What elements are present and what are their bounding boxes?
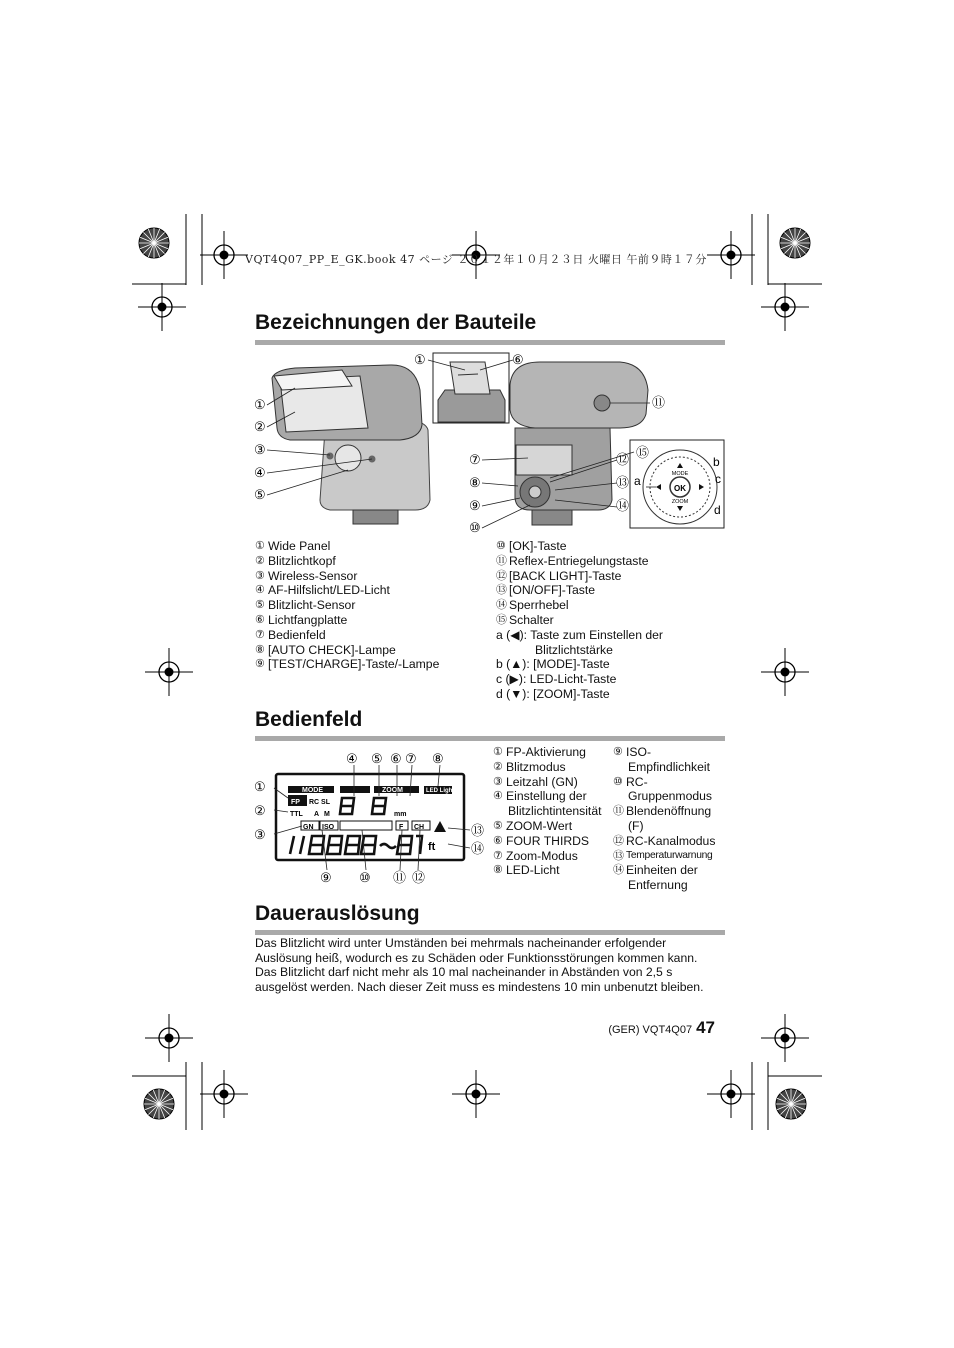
flash-front-view [272, 365, 430, 524]
dial-ok-label: OK [674, 484, 686, 493]
registration-star-icon [776, 1089, 806, 1119]
lcd-ft-label: ft [428, 841, 436, 853]
registration-star-icon [139, 228, 169, 258]
registration-cross-icon [145, 1014, 193, 1062]
list-item: ⑦ Bedienfeld [255, 627, 326, 642]
doc-code: (GER) VQT4Q07 [608, 1024, 693, 1036]
lcd-ttl-label: TTL [290, 811, 303, 818]
page-footer [608, 1018, 715, 1038]
lcd-f-label: F [399, 824, 404, 831]
list-item: ⑤ ZOOM-Wert [493, 818, 573, 833]
list-item: Entfernung [628, 878, 688, 893]
registration-cross-icon [200, 231, 248, 279]
list-item: ② Blitzlichtkopf [255, 553, 336, 568]
print-header-line: VQT4Q07_PP_E_GK.book 47 ページ ２０１２年１０月２３日 火曜日 午前９時１７分 [245, 253, 707, 266]
list-item: ⑪ Reflex-Entriegelungstaste [496, 553, 649, 568]
registration-star-icon [780, 228, 810, 258]
section-title-parts: Bezeichnungen der Bauteile [255, 311, 537, 334]
registration-star-icon [144, 1089, 174, 1119]
lcd-iso-label: ISO [322, 824, 335, 831]
registration-cross-icon [200, 1070, 248, 1118]
lcd-rcsl-label: RC SL [309, 799, 330, 806]
callout-2: ② [254, 419, 266, 434]
list-item: ⑬ [ON/OFF]-Taste [496, 583, 595, 598]
lcd-callout-11: ⑪ [393, 870, 407, 885]
callout-8: ⑧ [469, 475, 481, 490]
panel-list-col2 [613, 745, 715, 893]
list-item: Blitzlichtintensität [508, 804, 602, 819]
list-item: ① Wide Panel [255, 539, 331, 553]
list-item: ⑬ Temperaturwarnung [613, 849, 713, 862]
flash-unit-illustration [250, 350, 730, 540]
parts-list-left [255, 539, 439, 672]
registration-cross-icon [138, 283, 186, 331]
dial-label-d: d [714, 503, 721, 517]
callout-4: ④ [254, 465, 266, 480]
callout-5: ⑤ [254, 487, 266, 502]
list-item: b (▲): [MODE]-Taste [496, 657, 610, 672]
page-number: 47 [696, 1018, 715, 1037]
paragraph-line: Das Blitzlicht darf nicht mehr als 10 mal nacheinander in Abständen von 2,5 s [255, 965, 673, 980]
callout-1: ① [254, 397, 266, 412]
registration-cross-icon [761, 648, 809, 696]
lcd-mode-label: MODE [302, 787, 323, 794]
lcd-ch-label: CH [414, 824, 425, 831]
section-rule [255, 736, 725, 741]
lcd-callout-4: ④ [346, 751, 358, 766]
lcd-fp-label: FP [291, 799, 300, 806]
list-item: ② Blitzmodus [493, 759, 566, 774]
dial-label-b: b [713, 455, 720, 469]
list-item: d (▼): [ZOOM]-Taste [496, 686, 610, 701]
lcd-callout-12: ⑫ [412, 870, 426, 885]
list-item: ⑭ Einheiten der [613, 863, 698, 878]
lcd-callout-14: ⑭ [471, 841, 485, 856]
section-rule [255, 930, 725, 935]
list-item: ③ Wireless-Sensor [255, 568, 358, 583]
list-item: ⑫ [BACK LIGHT]-Taste [496, 568, 622, 583]
registration-cross-icon [707, 231, 755, 279]
list-item: ④ AF-Hilfslicht/LED-Licht [255, 583, 390, 598]
wide-panel-detail-inset [433, 353, 509, 423]
parts-list-right [496, 539, 663, 702]
dial-label-a: a [634, 474, 641, 488]
lcd-panel-illustration [252, 748, 488, 888]
paragraph-line: ausgelöst werden. Nach dieser Zeit muss es mindestens 10 min unbenutzt bleiben. [255, 980, 704, 995]
list-item: ⑤ Blitzlicht-Sensor [255, 598, 356, 613]
registration-cross-icon [452, 1070, 500, 1118]
lcd-callout-9: ⑨ [320, 870, 332, 885]
section-title-panel: Bedienfeld [255, 708, 363, 731]
list-item: ⑪ Blendenöffnung [613, 804, 712, 819]
list-item: ⑫ RC-Kanalmodus [613, 833, 716, 848]
callout-3: ③ [254, 442, 266, 457]
list-item: Gruppenmodus [628, 789, 713, 804]
callout-6: ⑥ [512, 352, 524, 367]
burst-paragraph [255, 936, 727, 995]
lcd-callout-13: ⑬ [471, 823, 485, 838]
panel-list-col1 [493, 745, 601, 878]
list-item: c (▶): LED-Licht-Taste [496, 672, 617, 687]
lcd-m-label: M [324, 811, 330, 818]
list-item: ③ Leitzahl (GN) [493, 774, 578, 789]
registration-cross-icon [761, 283, 809, 331]
lcd-callout-8: ⑧ [432, 751, 444, 766]
callout-10: ⑩ [469, 520, 481, 535]
callout-15: ⑮ [636, 445, 650, 460]
lcd-callout-7: ⑦ [405, 751, 417, 766]
dial-mode-label: MODE [671, 471, 689, 477]
registration-cross-icon [707, 1070, 755, 1118]
callout-12: ⑫ [616, 452, 630, 467]
section-title-burst: Dauerauslösung [255, 902, 420, 925]
list-item: ⑧ [AUTO CHECK]-Lampe [255, 642, 396, 657]
callout-9: ⑨ [469, 498, 481, 513]
callout-13: ⑬ [616, 475, 630, 490]
callout-1-inset: ① [414, 352, 426, 367]
lcd-a-label: A [314, 811, 320, 818]
dial-zoom-label: ZOOM [671, 499, 689, 505]
list-item: Blitzlichtstärke [535, 642, 613, 657]
list-item: ⑥ Lichtfangplatte [255, 612, 348, 627]
lcd-callout-6: ⑥ [390, 751, 402, 766]
lcd-callout-2: ② [254, 803, 266, 818]
lcd-mm-label: mm [394, 811, 407, 818]
callout-11: ⑪ [652, 395, 666, 410]
registration-cross-icon [761, 1014, 809, 1062]
list-item: ⑧ LED-Licht [493, 863, 560, 878]
lcd-gn-label: GN [303, 824, 314, 831]
list-item: ⑦ Zoom-Modus [493, 848, 578, 863]
lcd-callout-5: ⑤ [371, 751, 383, 766]
list-item: ⑨ [TEST/CHARGE]-Taste/-Lampe [255, 657, 440, 672]
lcd-zoom-label: ZOOM [382, 787, 403, 794]
lcd-callout-1: ① [254, 779, 266, 794]
lcd-led-label: LED Light [426, 788, 455, 794]
dial-label-c: c [715, 472, 721, 486]
list-item: ⑭ Sperrhebel [496, 598, 569, 613]
paragraph-line: Das Blitzlicht wird unter Umständen bei mehrmals nacheinander erfolgender [255, 936, 667, 950]
list-item: ⑩ RC- [613, 774, 648, 789]
registration-cross-icon [145, 648, 193, 696]
callout-14: ⑭ [616, 498, 630, 513]
list-item: ⑨ ISO- [613, 745, 652, 759]
lcd-callout-10: ⑩ [359, 870, 371, 885]
list-item: Empfindlichkeit [628, 759, 710, 774]
list-item: (F) [628, 818, 644, 833]
list-item: ⑮ Schalter [496, 612, 554, 627]
section-rule [255, 340, 725, 345]
list-item: a (◀): Taste zum Einstellen der [496, 627, 663, 642]
list-item: ⑩ [OK]-Taste [496, 539, 567, 553]
list-item: ⑥ FOUR THIRDS [493, 833, 590, 848]
list-item: ① FP-Aktivierung [493, 745, 586, 759]
list-item: ④ Einstellung der [493, 789, 587, 804]
paragraph-line: Auslösung heiß, wodurch es zu Schäden oder Funktionsstörungen kommen kann. [255, 950, 698, 965]
callout-7: ⑦ [469, 452, 481, 467]
lcd-callout-3: ③ [254, 827, 266, 842]
